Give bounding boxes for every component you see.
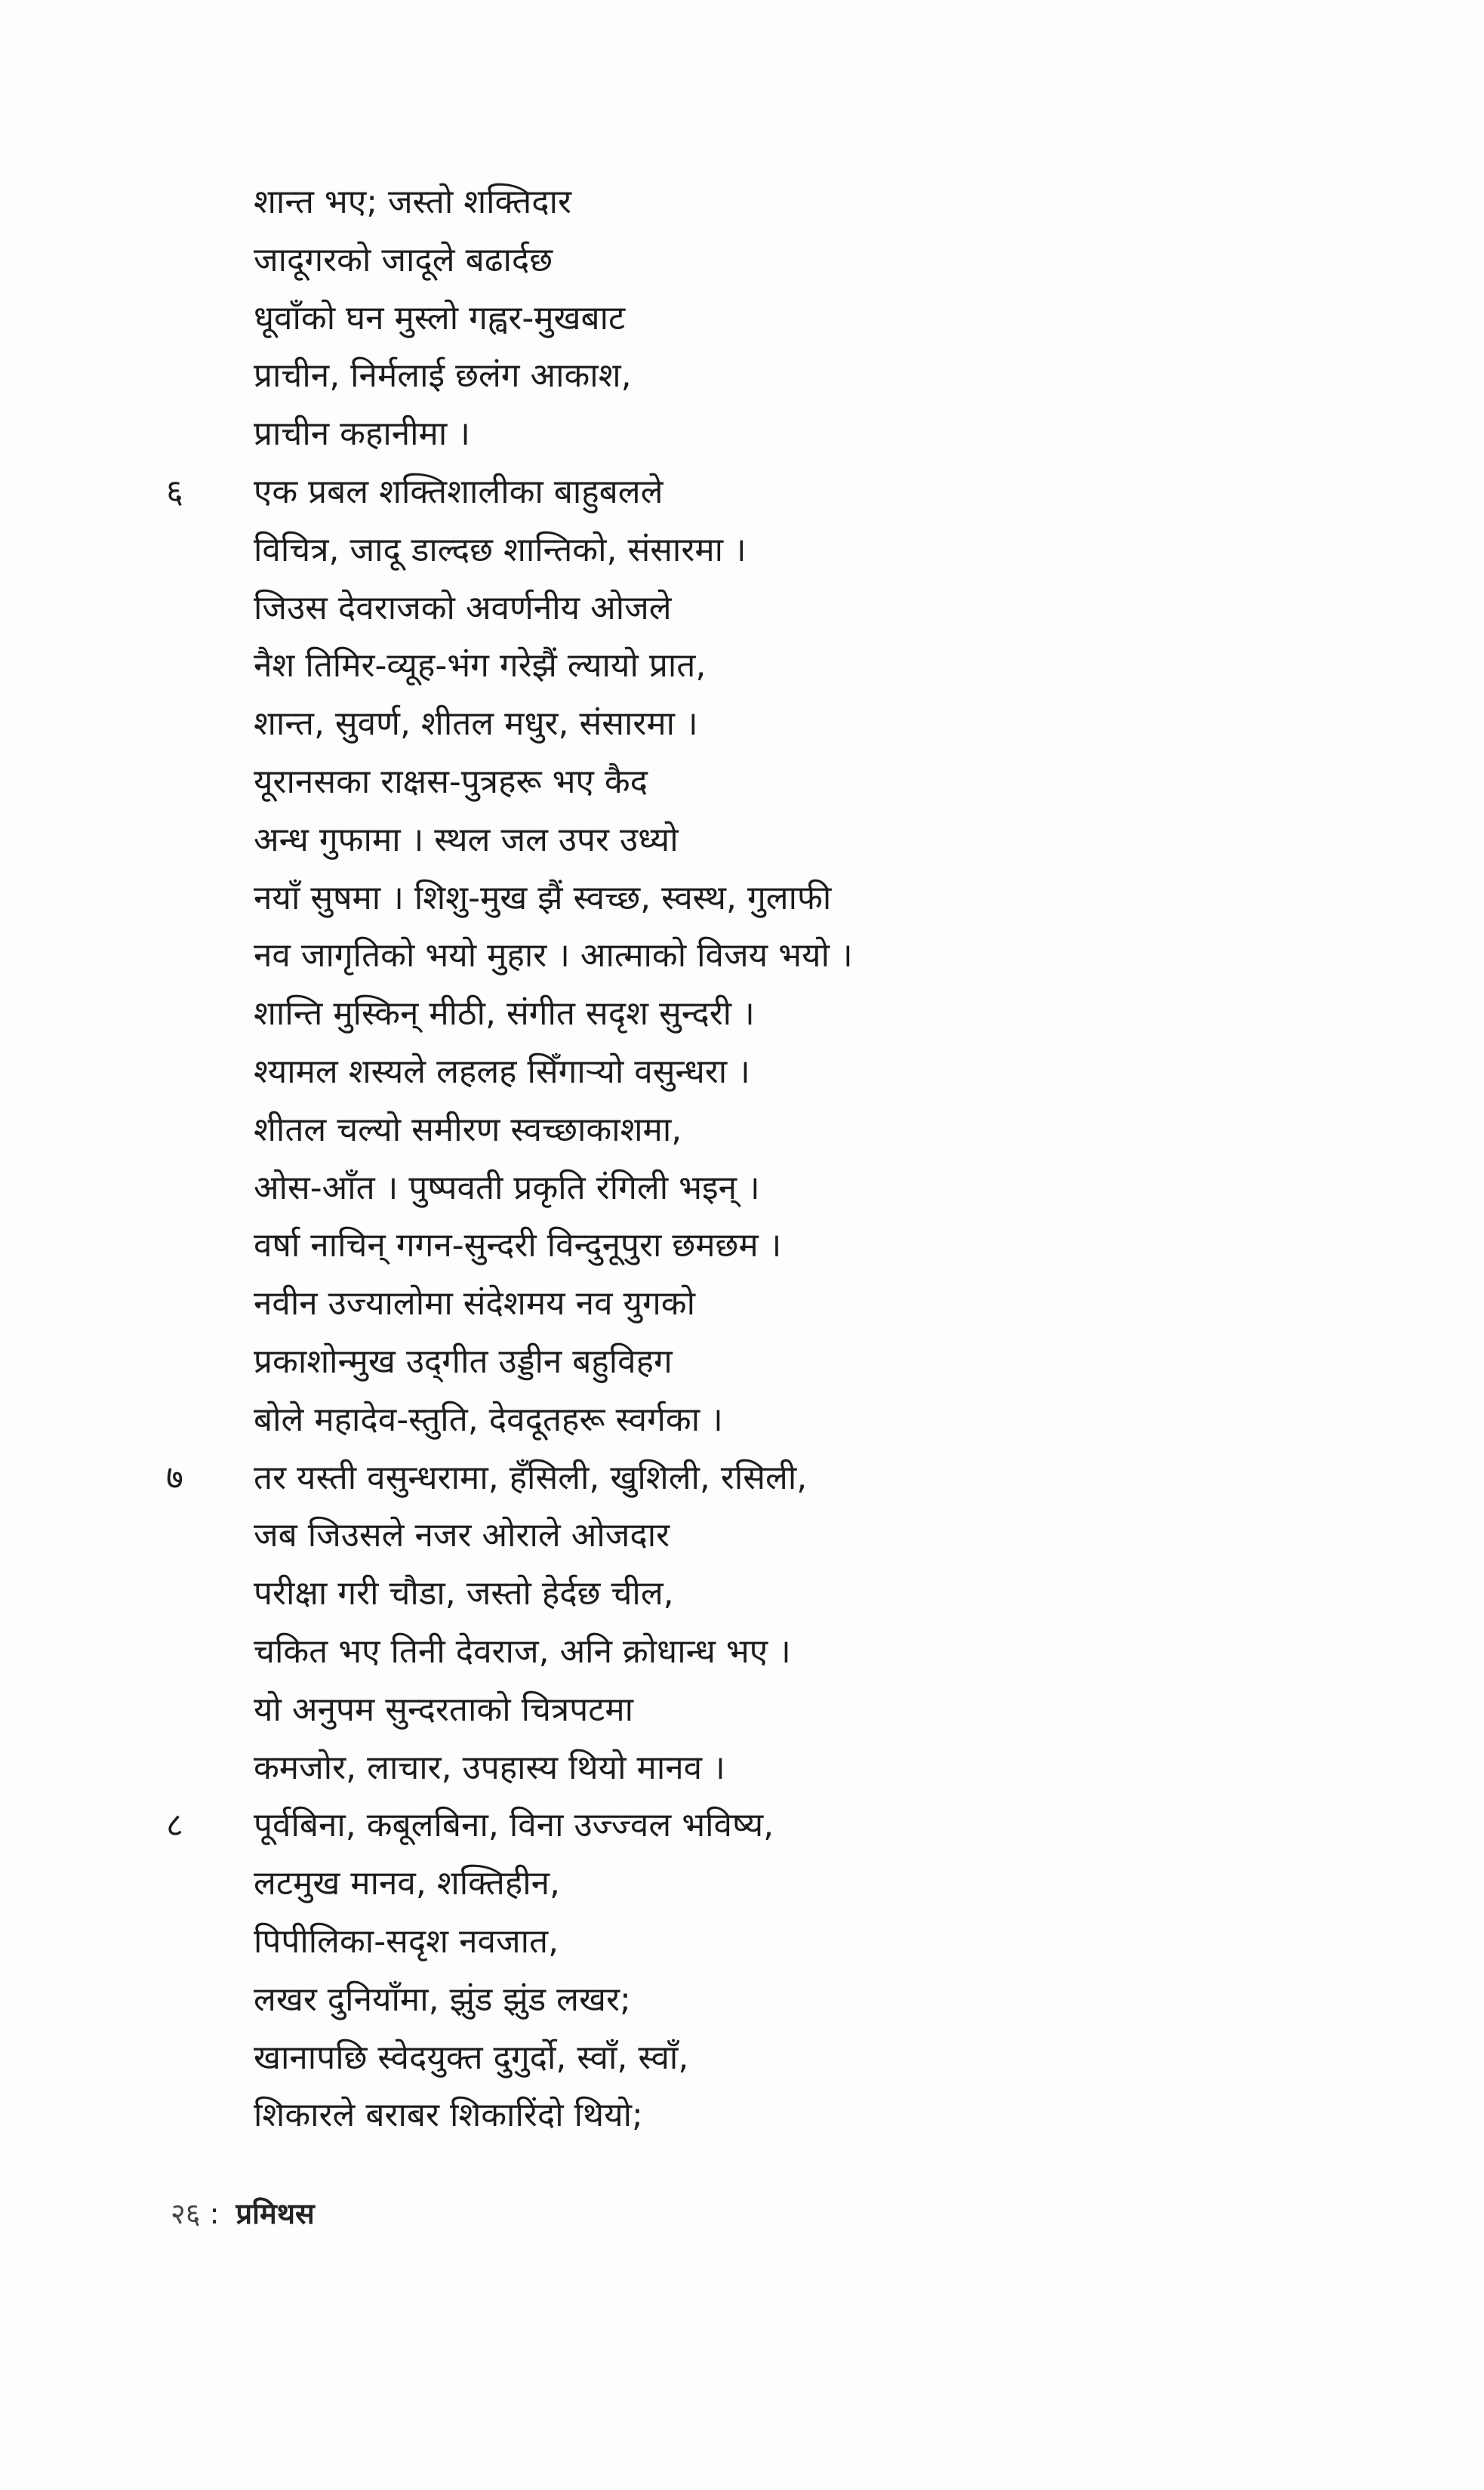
poem-line [166,812,1374,870]
poem-line [166,927,1374,985]
poem-body [166,174,1374,2145]
poem-line-text: यूरानसका राक्षस-पुत्रहरू भए कैद [254,762,648,801]
footer-separator: : [209,2197,220,2230]
book-title: प्रमिथस [236,2197,315,2230]
poem-line-text: शान्त भए; जस्तो शक्तिदार [254,183,571,221]
poem-line-text: पूर्वबिना, कबूलबिना, विना उज्ज्वल भविष्य, [254,1806,774,1845]
page-footer [171,2193,315,2233]
poem-line-text: श्यामल शस्यले लहलह सिँगार्‍यो वसुन्धरा । [254,1052,750,1091]
poem-line-text: जब जिउसले नजर ओराले ओजदार [254,1516,670,1555]
poem-line [166,464,1374,522]
poem-line [166,1102,1374,1160]
poem-line [166,1391,1374,1450]
poem-line-text: यो अनुपम सुन्दरताको चित्रपटमा [254,1690,634,1729]
poem-line-text: तर यस्ती वसुन्धरामा, हँसिली, खुशिली, रसिली, [254,1458,808,1497]
poem-line-text: शान्ति मुस्किन् मीठी, संगीत सदृश सुन्दरी । [254,994,755,1034]
stanza-number: ६ [166,472,183,511]
poem-line-text: पिपीलिका-सदृश नवजात, [254,1921,559,1961]
poem-line-text: नवीन उज्यालोमा संदेशमय नव युगको [254,1284,696,1324]
poem-line-text: बोले महादेव-स्तुति, देवदूतहरू स्वर्गका । [254,1400,723,1439]
poem-line [166,1855,1374,1913]
poem-line-text: जिउस देवराजको अवर्णनीय ओजले [254,588,672,627]
poem-line [166,580,1374,638]
poem-line [166,522,1374,580]
poem-line-text: शान्त, सुवर्ण, शीतल मधुर, संसारमा । [254,704,698,744]
poem-line [166,637,1374,695]
poem-line [166,1971,1374,2029]
poem-line [166,1681,1374,1740]
poem-line-text: शिकारले बराबर शिकारिंदो थियो; [254,2096,643,2135]
poem-line-text: लटमुख मानव, शक्तिहीन, [254,1864,561,1903]
poem-line-text: नव जागृतिको भयो मुहार । आत्माको विजय भयो । [254,936,853,975]
poem-line-text: कमजोर, लाचार, उपहास्य थियो मानव । [254,1748,725,1787]
poem-line [166,2087,1374,2145]
poem-line [166,1043,1374,1102]
poem-line [166,870,1374,928]
poem-line [166,174,1374,232]
poem-line-text: लखर दुनियाँमा, झुंड झुंड लखर; [254,1980,631,2019]
poem-line [166,1565,1374,1623]
poem-line-text: शीतल चल्यो समीरण स्वच्छाकाशमा, [254,1110,682,1149]
poem-line [166,695,1374,753]
poem-line [166,405,1374,464]
page-number: २६ [171,2197,201,2230]
poem-line [166,985,1374,1043]
poem-line [166,1275,1374,1333]
poem-line [166,347,1374,405]
poem-line-text: चकित भए तिनी देवराज, अनि क्रोधान्ध भए । [254,1632,791,1671]
poem-line [166,1450,1374,1508]
poem-line [166,1913,1374,1971]
poem-line-text: खानापछि स्वेदयुक्त दुगुर्दो, स्वाँ, स्वाँ, [254,2038,689,2077]
poem-line-text: प्राचीन कहानीमा । [254,414,470,454]
poem-line-text: ओस-आँत । पुष्पवती प्रकृति रंगिली भइन् । [254,1168,760,1207]
poem-line-text: नैश तिमिर-व्यूह-भंग गरेझैं ल्यायो प्रात, [254,646,707,686]
poem-line-text: प्राचीन, निर्मलाई छलंग आकाश, [254,356,632,396]
poem-line-text: जादूगरको जादूले बढार्दछ [254,240,553,279]
poem-line [166,1217,1374,1275]
poem-line [166,1507,1374,1565]
poem-line [166,1160,1374,1218]
poem-line [166,2029,1374,2088]
poem-line-text: एक प्रबल शक्तिशालीका बाहुबलले [254,472,663,511]
poem-line-text: परीक्षा गरी चौडा, जस्तो हेर्दछ चील, [254,1574,674,1613]
poem-line-text: विचित्र, जादू डाल्दछ शान्तिको, संसारमा । [254,530,747,569]
poem-line-text: वर्षा नाचिन् गगन-सुन्दरी विन्दुनूपुरा छमछम । [254,1226,782,1265]
poem-line [166,1333,1374,1391]
poem-line [166,753,1374,812]
poem-line [166,232,1374,290]
poem-line [166,1797,1374,1855]
poem-line-text: अन्ध गुफामा । स्थल जल उपर उध्यो [254,820,679,859]
poem-line [166,290,1374,348]
poem-line-text: धूवाँको घन मुस्लो गह्वर-मुखबाट [254,298,626,337]
poem-line-text: प्रकाशोन्मुख उद्‌गीत उड्डीन बहुविहग [254,1342,673,1381]
poem-line [166,1623,1374,1681]
stanza-number: ७ [166,1458,183,1497]
poem-line [166,1740,1374,1798]
poem-line-text: नयाँ सुषमा । शिशु-मुख झैं स्वच्छ, स्वस्थ, गुलाफी [254,878,832,917]
stanza-number: ८ [166,1806,183,1845]
